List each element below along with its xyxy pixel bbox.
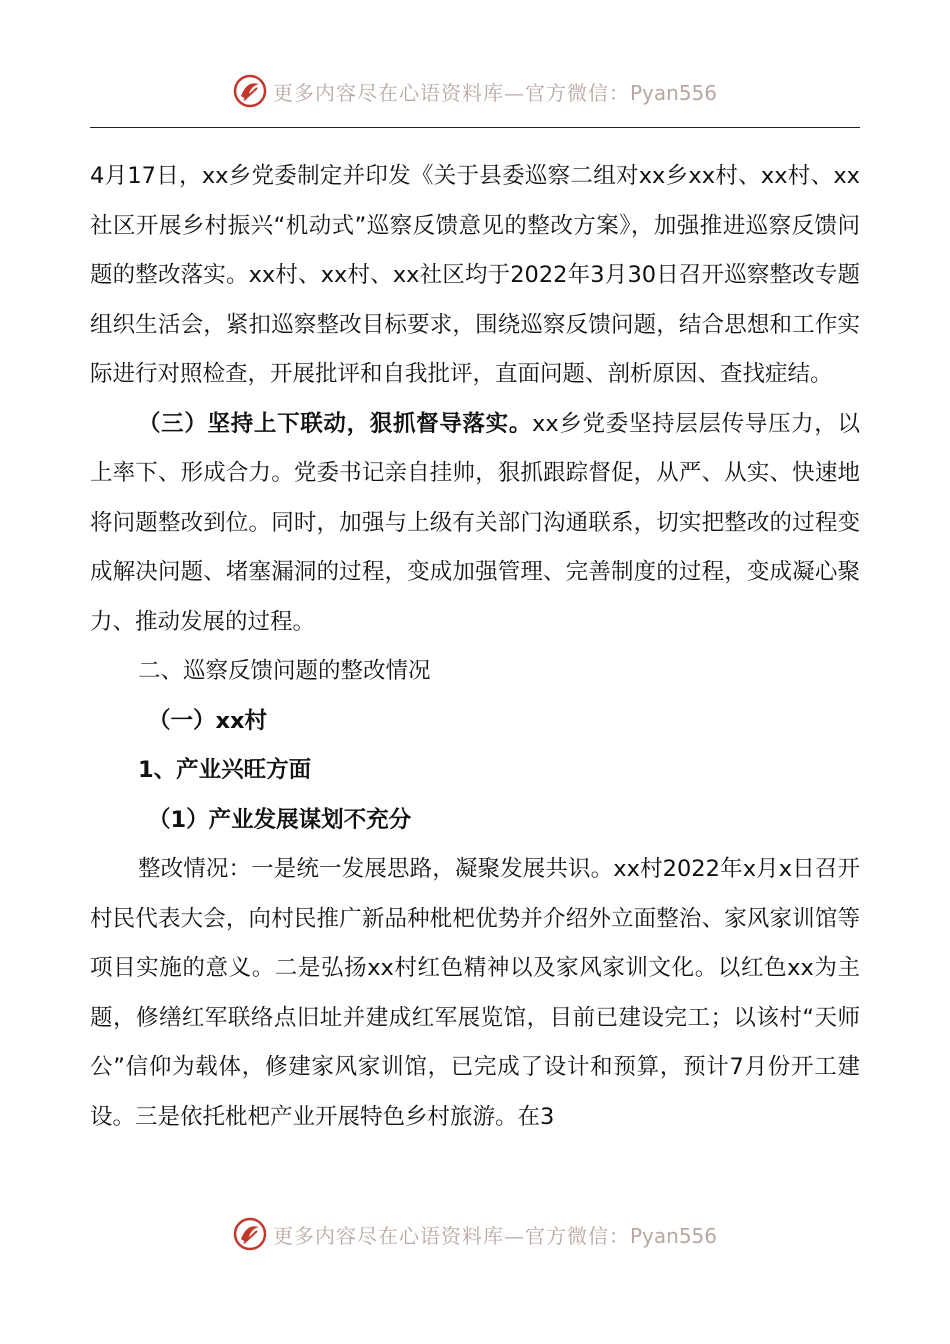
footer-watermark-text bbox=[273, 1220, 717, 1249]
header-divider bbox=[90, 127, 860, 128]
swirl-logo-icon bbox=[233, 74, 267, 108]
paragraph-linkage-text: xx乡党委坚持层层传导压力，以上率下、形成合力。党委书记亲自挂帅，狠抓跟踪督促，从严、从实、快速地将问题整改到位。同时，加强与上级有关部门沟通联系，切实把整改的过程变成解决问题、堵塞漏洞的过程，变成加强管理、完善制度的过程，变成凝心聚力、推动发展的过程。 bbox=[90, 410, 860, 635]
header-watermark-cn: 更多内容尽在心语资料库—官方微信： bbox=[272, 80, 630, 105]
subsection-heading-industry: 1、产业兴旺方面 bbox=[138, 757, 312, 783]
footer-watermark-id: Pyan556 bbox=[629, 1223, 717, 1248]
item-heading-industry-planning: （1）产业发展谋划不充分 bbox=[148, 806, 412, 833]
section-heading-rectification-status: 二、巡察反馈问题的整改情况 bbox=[138, 658, 431, 684]
paragraph-rectification-plan: 4月17日，xx乡党委制定并印发《关于县委巡察二组对xx乡xx村、xx村、xx社区开展乡村振兴“机动式”巡察反馈意见的整改方案》，加强推进巡察反馈问题的整改落实。xx村、xx村、xx社区均于2022年3月30日召开巡察整改专题组织生活会，紧扣巡察整改目标要求，围绕巡察反馈问题，结合思想和工作实际进行对照检查，开展批评和自我批评，直面问题、剖析原因、查找症结。 bbox=[90, 163, 860, 387]
document-body bbox=[90, 152, 860, 1142]
swirl-logo-icon bbox=[233, 1217, 267, 1251]
header-watermark-inner bbox=[233, 74, 717, 108]
footer-watermark-inner bbox=[233, 1217, 717, 1251]
paragraph-linkage-supervision bbox=[90, 400, 860, 648]
header-watermark-id: Pyan556 bbox=[629, 80, 717, 105]
header-watermark bbox=[0, 66, 950, 116]
paragraph-rectification-status: 整改情况：一是统一发展思路，凝聚发展共识。xx村2022年x月x日召开村民代表大会，向村民推广新品种枇杷优势并介绍外立面整治、家风家训馆等项目实施的意义。二是弘扬xx村红色精神以及家风家训文化。以红色xx为主题，修缮红军联络点旧址并建成红军展览馆，目前已建设完工；以该村“天师公”信仰为载体，修建家风家训馆，已完成了设计和预算，预计7月份开工建设。三是依托枇杷产业开展特色乡村旅游。在3 bbox=[90, 856, 860, 1130]
footer-watermark-cn: 更多内容尽在心语资料库—官方微信： bbox=[272, 1223, 630, 1248]
footer-watermark bbox=[0, 1209, 950, 1259]
subsection-heading-village: （一）xx村 bbox=[148, 707, 268, 734]
header-watermark-text bbox=[273, 77, 717, 106]
paragraph-linkage-heading: （三）坚持上下联动，狠抓督导落实。 bbox=[138, 410, 533, 437]
